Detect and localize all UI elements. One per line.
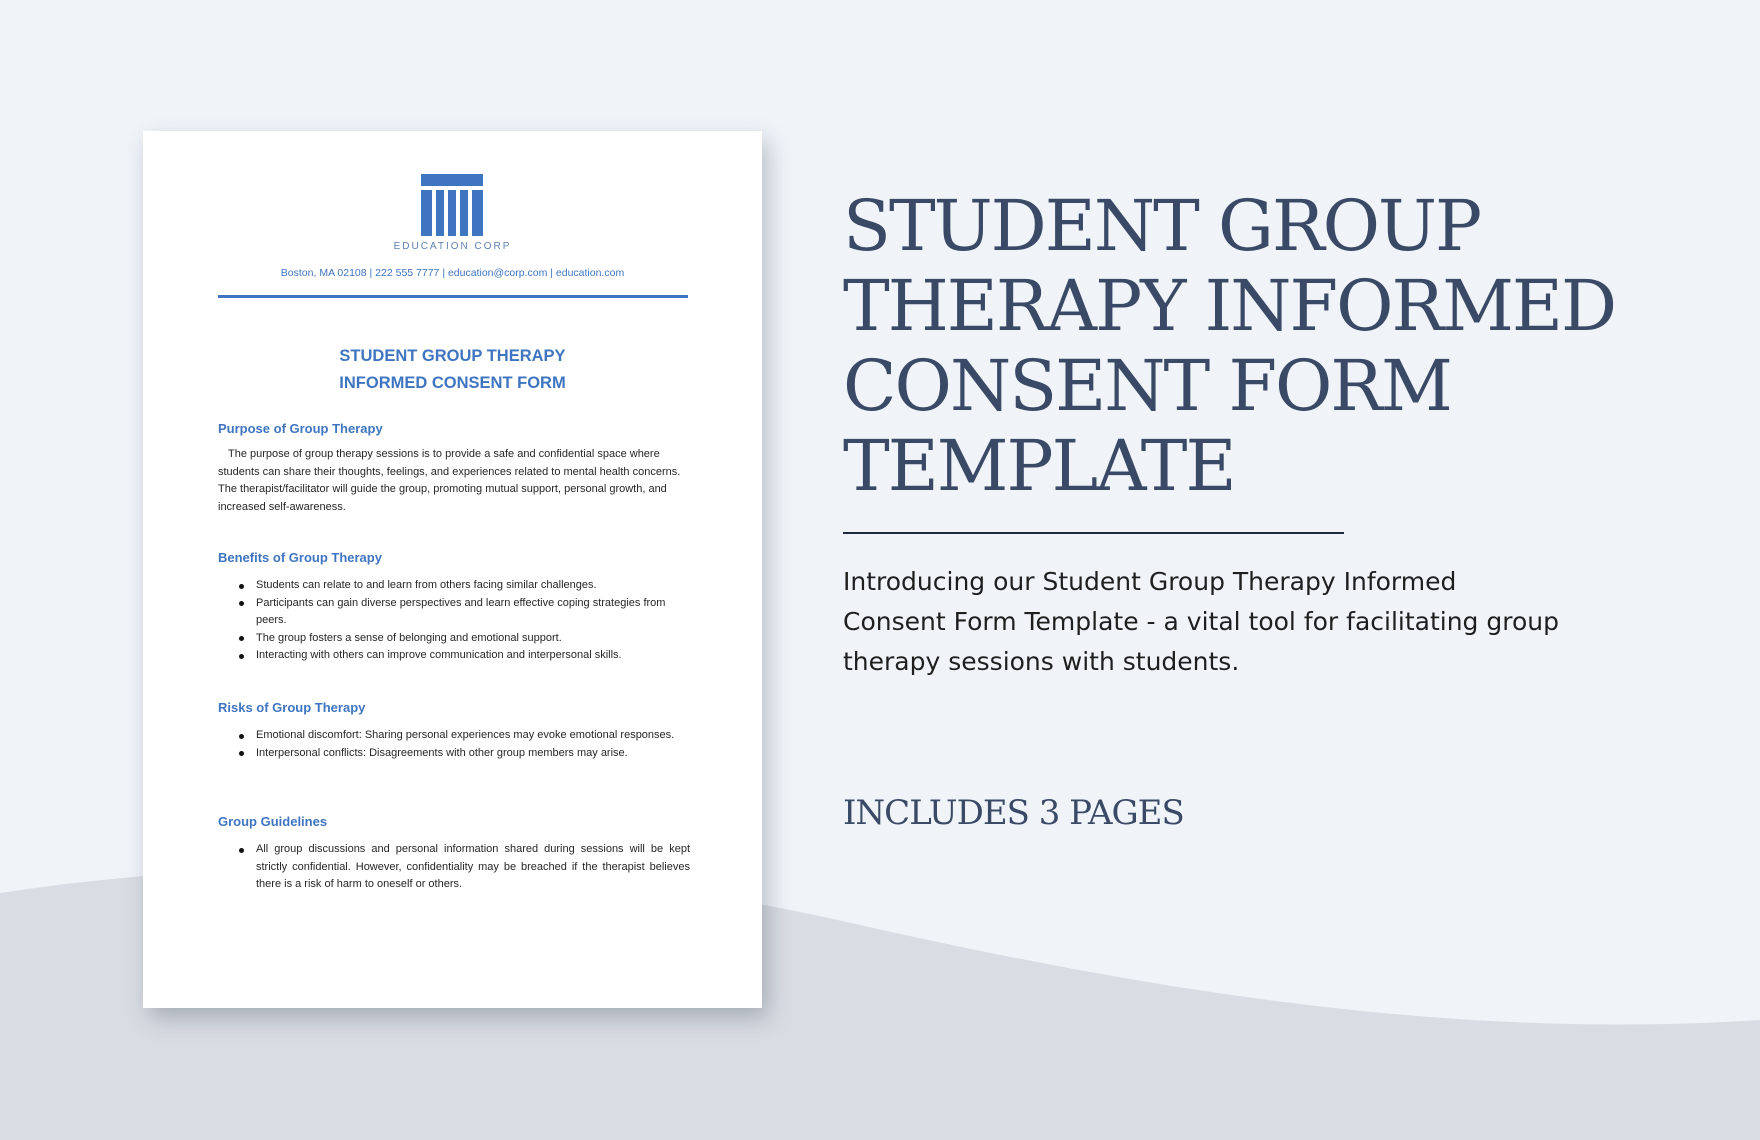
section-heading-benefits: Benefits of Group Therapy <box>218 550 382 565</box>
pillar-logo-icon <box>421 174 483 236</box>
list-item: Emotional discomfort: Sharing personal experiences may evoke emotional responses. <box>256 727 690 745</box>
document-title-line1: STUDENT GROUP THERAPY <box>339 347 566 365</box>
hero-description: Introducing our Student Group Therapy Informed Consent Form Template - a vital tool for facilitating group therapy sessions with students. <box>843 567 1559 676</box>
list-item: Students can relate to and learn from others facing similar challenges. <box>256 577 690 595</box>
logo-column <box>436 190 444 236</box>
hero-title-line: STUDENT GROUP <box>843 185 1481 267</box>
section-heading-guidelines: Group Guidelines <box>218 814 328 829</box>
hero-title-line: THERAPY INFORMED <box>843 265 1616 347</box>
logo-column <box>460 190 468 236</box>
logo-column <box>421 190 432 236</box>
logo-top-bar <box>421 174 483 186</box>
list-item: Interpersonal conflicts: Disagreements with other group members may arise. <box>256 745 690 763</box>
guidelines-list <box>218 841 690 894</box>
hero-title-line: TEMPLATE <box>843 425 1235 507</box>
document-title <box>143 343 762 397</box>
hero-title-line: CONSENT FORM <box>843 345 1451 427</box>
hero-divider <box>843 532 1344 534</box>
list-item: The group fosters a sense of belonging and emotional support. <box>256 630 690 648</box>
hero-title <box>843 186 1723 506</box>
list-item: All group discussions and personal information shared during sessions will be kept strictly confidential. However, confidentiality may be breached if the therapist believes there is a risk of harm to oneself or others. <box>256 841 690 894</box>
section-heading-risks: Risks of Group Therapy <box>218 700 366 715</box>
logo-column <box>448 190 456 236</box>
document-preview <box>143 131 762 1008</box>
logo-column <box>472 190 483 236</box>
header-divider <box>218 295 688 298</box>
document-title-line2: INFORMED CONSENT FORM <box>339 374 566 392</box>
page-count-label: INCLUDES 3 PAGES <box>843 793 1184 833</box>
brand-name: EDUCATION CORP <box>393 241 512 252</box>
risks-list <box>218 727 690 762</box>
purpose-paragraph: The purpose of group therapy sessions is to provide a safe and confidential space where students can share their thoughts, feelings, and experiences related to mental health concerns. The therapist/facilitator will guide the group, promoting mutual support, personal growth, and increased self-awareness. <box>218 448 681 513</box>
contact-line: Boston, MA 02108 | 222 555 7777 | education@corp.com | education.com <box>280 267 625 279</box>
section-heading-purpose: Purpose of Group Therapy <box>218 421 383 436</box>
benefits-list <box>218 577 690 665</box>
list-item: Interacting with others can improve communication and interpersonal skills. <box>256 647 690 665</box>
list-item: Participants can gain diverse perspectives and learn effective coping strategies from peers. <box>256 595 690 630</box>
